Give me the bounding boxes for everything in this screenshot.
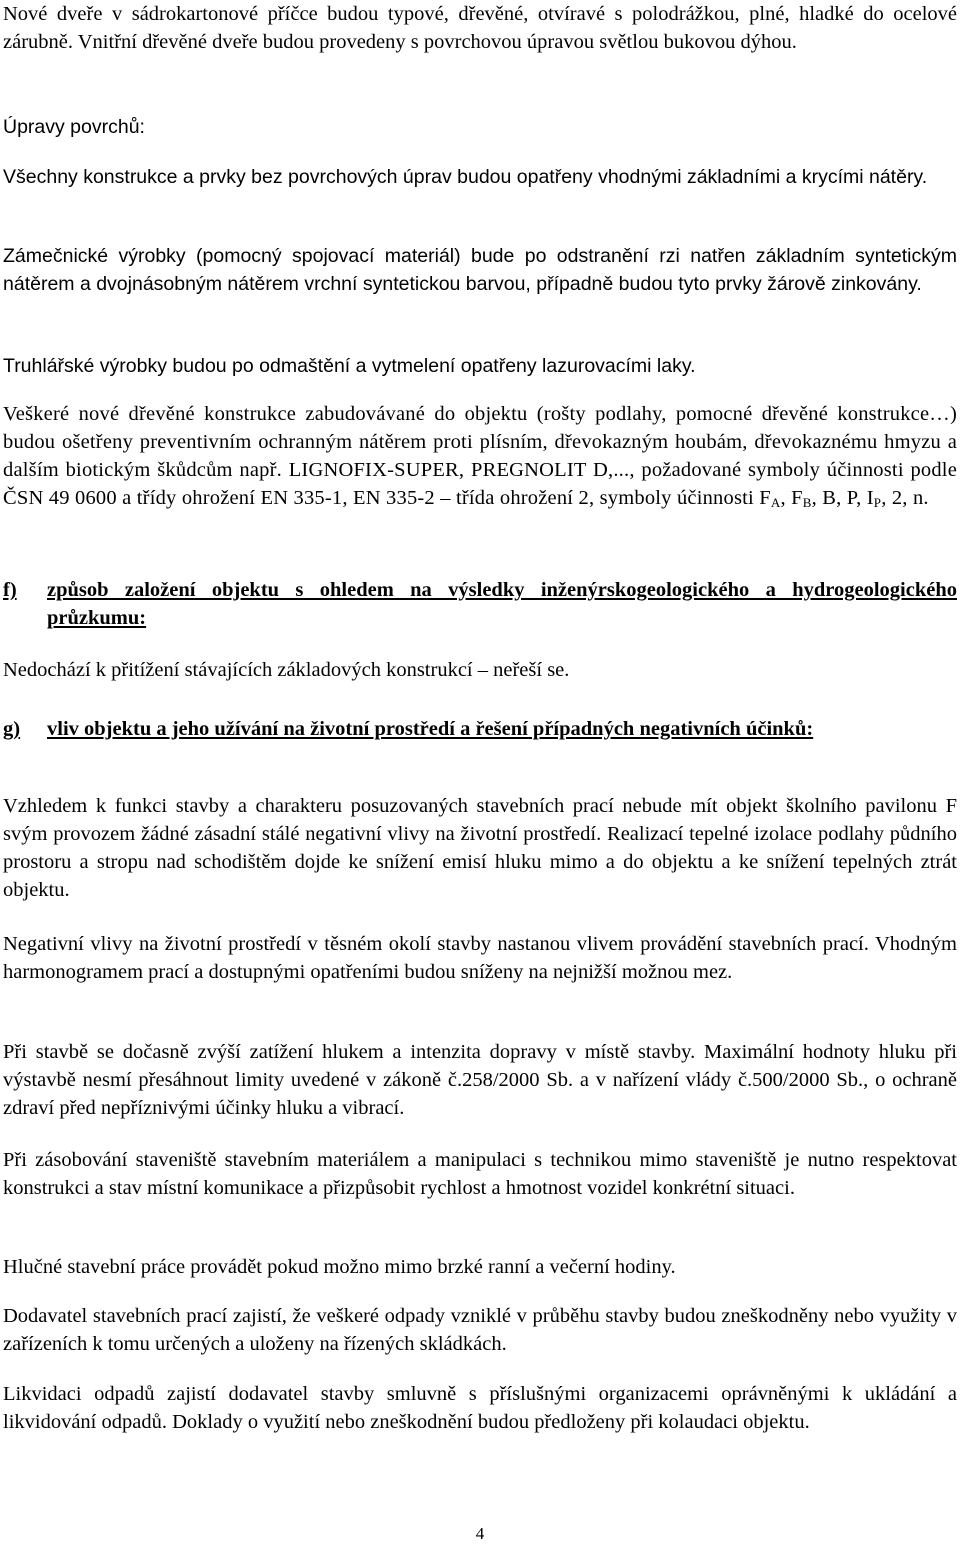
page-number: 4 <box>475 1524 485 1543</box>
subscript-b: B <box>802 495 812 510</box>
section-g-paragraph-4: Při zásobování staveniště stavebním materiálem a manipulaci s technikou mimo staveniště je nutno respektovat konstrukci a stav místní komunikace a přizpůsobit rychlost a hmotnost vozidel konkrétní situaci. <box>3 1149 957 1199</box>
section-g-paragraph-1: Vzhledem k funkci stavby a charakteru posuzovaných stavebních prací nebude mít objekt školního pavilonu F svým provozem žádné zásadní stálé negativní vlivy na životní prostředí. Realizací tepelné izolace podlahy půdního prostoru a stropu nad schodištěm dojde ke snížení emisí hluku mimo a do objektu a ke snížení tepelných ztrát objektu. <box>3 795 957 901</box>
intro-paragraph: Nové dveře v sádrokartonové příčce budou typové, dřevěné, otvíravé s polodrážkou, plné, hladké do ocelové zárubně. Vnitřní dřevěné dveře budou provedeny s povrchovou úpravou světlou bukovou dýhou. <box>3 3 957 53</box>
section-g-paragraph-3: Při stavbě se dočasně zvýší zatížení hlukem a intenzita dopravy v místě stavby. Maximální hodnoty hluku při výstavbě nesmí přesáhnout limity uvedené v zákoně č.258/2000 Sb. a v nařízení vlády č.500/2000 Sb., o ochraně zdraví před nepříznivými účinky hluku a vibrací. <box>3 1041 957 1119</box>
section-g-paragraph-5: Hlučné stavební práce provádět pokud možno mimo brzké ranní a večerní hodiny. <box>3 1256 676 1278</box>
section-g-letter: g) <box>3 718 21 740</box>
section-g-paragraph-6: Dodavatel stavebních prací zajistí, že veškeré odpady vzniklé v průběhu stavby budou zneškodněny nebo využity v zařízeních k tomu určených a uloženy na řízených skládkách. <box>3 1305 957 1355</box>
section-g-paragraph-7: Likvidaci odpadů zajistí dodavatel stavby smluvně s příslušnými organizacemi oprávněnými k ukládání a likvidování odpadů. Doklady o využití nebo zneškodnění budou předloženy při kolaudaci objektu. <box>3 1383 957 1433</box>
subscript-p: P <box>873 495 882 510</box>
section-f-title: způsob založení objektu s ohledem na výsledky inženýrskogeologického a hydrogeologického průzkumu: <box>47 579 957 629</box>
subscript-a: A <box>770 495 781 510</box>
section-f-paragraph: Nedochází k přitížení stávajících základových konstrukcí – neřeší se. <box>3 659 570 681</box>
wood-protection-sep: , F <box>780 487 803 509</box>
surface-section-title: Úpravy povrchů: <box>3 116 145 138</box>
surface-paragraph-2: Zámečnické výrobky (pomocný spojovací materiál) bude po odstranění rzi natřen základním syntetickým nátěrem a dvojnásobným nátěrem vrchní syntetickou barvou, případně budou tyto prvky žárově zinkovány. <box>3 245 957 295</box>
wood-protection-paragraph <box>3 400 957 517</box>
surface-paragraph-3: Truhlářské výrobky budou po odmaštění a vytmelení opatřeny lazurovacími laky. <box>3 355 696 377</box>
wood-protection-mid: , B, P, I <box>811 487 874 509</box>
section-g-title: vliv objektu a jeho užívání na životní prostředí a řešení případných negativních účinků: <box>47 718 814 740</box>
wood-protection-end: , 2, n. <box>881 487 929 509</box>
section-g-paragraph-2: Negativní vlivy na životní prostředí v těsném okolí stavby nastanou vlivem provádění stavebních prací. Vhodným harmonogramem prací a dostupnými opatřeními budou sníženy na nejnižší možnou mez. <box>3 933 957 983</box>
section-g-heading <box>3 715 957 743</box>
wood-protection-text: Veškeré nové dřevěné konstrukce zabudovávané do objektu (rošty podlahy, pomocné dřevěné konstrukce…) budou ošetřeny preventivním ochranným nátěrem proti plísním, dřevokazným houbám, dřevokaznému hmyzu a dalším biotickým škůdcům např. LIGNOFIX-SUPER, PREGNOLIT D,..., požadované symboly účinnosti podle ČSN 49 0600 a třídy ohrožení EN 335-1, EN 335-2 – třída ohrožení 2, symboly účinnosti F <box>3 403 957 509</box>
section-f-heading <box>3 576 957 632</box>
section-f-letter: f) <box>3 579 17 601</box>
surface-paragraph-1: Všechny konstrukce a prvky bez povrchových úprav budou opatřeny vhodnými základními a krycími nátěry. <box>3 166 928 188</box>
